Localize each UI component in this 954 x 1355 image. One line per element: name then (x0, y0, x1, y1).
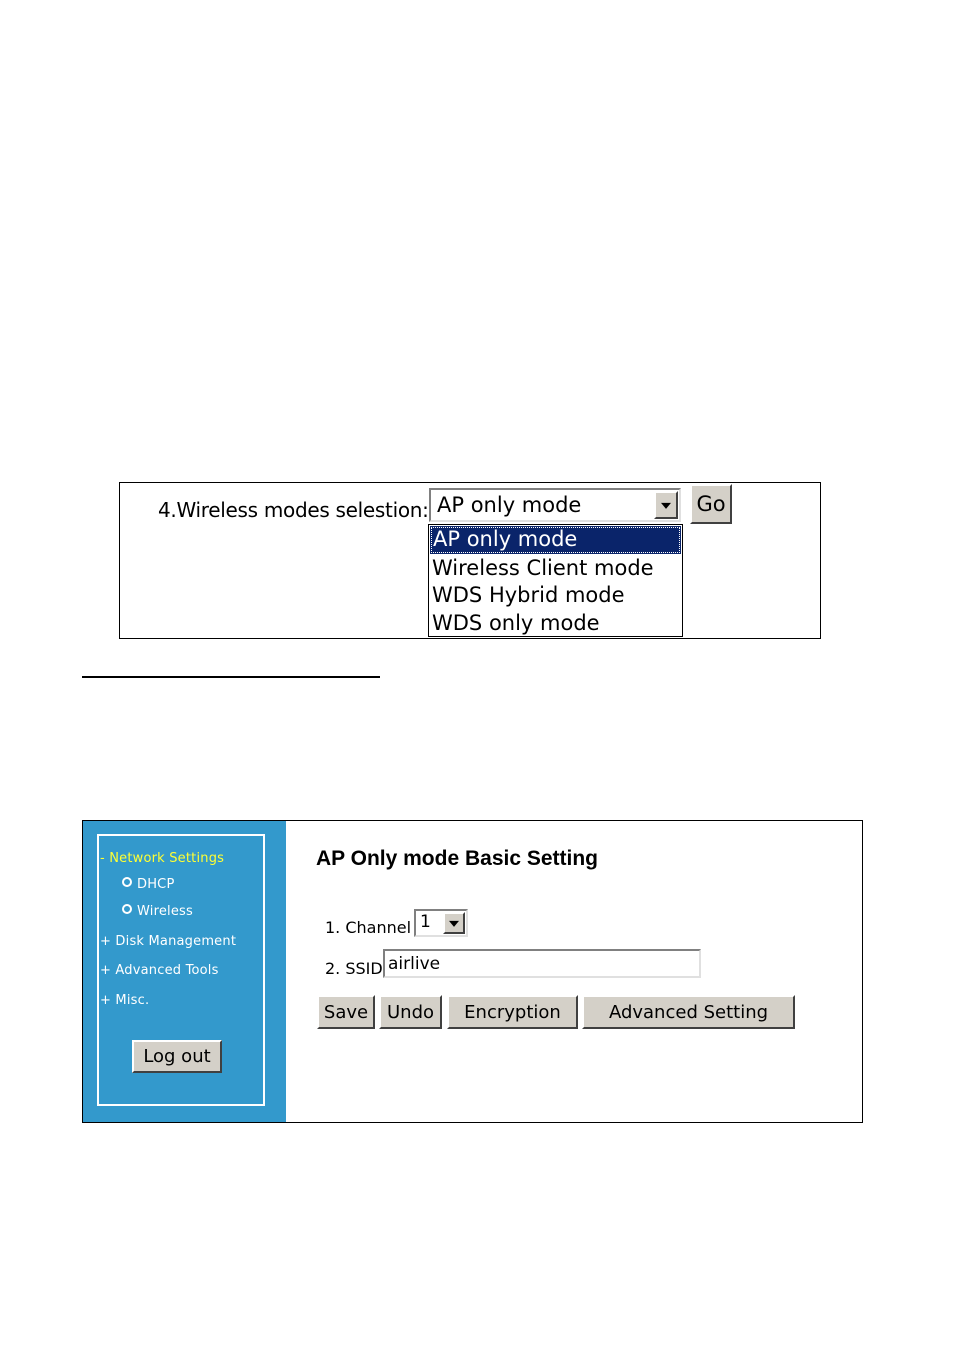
wireless-mode-figure (119, 482, 821, 639)
sidebar-item-dhcp[interactable] (122, 877, 175, 892)
sidebar-item-wireless[interactable] (122, 904, 193, 919)
advanced-setting-button[interactable]: Advanced Setting (582, 995, 795, 1029)
circle-bullet-icon (122, 877, 132, 887)
wireless-mode-selected-value: AP only mode (437, 493, 582, 517)
option-wireless-client-mode[interactable]: Wireless Client mode (432, 555, 654, 580)
channel-selected-value: 1 (420, 912, 431, 932)
channel-select[interactable] (414, 909, 468, 937)
sidebar-item-network-settings[interactable]: - Network Settings (100, 851, 225, 866)
ssid-input[interactable] (383, 949, 701, 978)
dropdown-button[interactable] (654, 491, 678, 519)
sidebar-item-advanced-tools[interactable]: + Advanced Tools (100, 963, 219, 978)
option-wds-only-mode[interactable]: WDS only mode (432, 610, 600, 635)
encryption-button[interactable]: Encryption (447, 995, 578, 1029)
wireless-mode-select[interactable] (429, 488, 681, 522)
sidebar-item-label: Wireless (137, 904, 193, 919)
sidebar-item-misc[interactable]: + Misc. (100, 993, 150, 1008)
save-button[interactable]: Save (317, 995, 375, 1029)
option-wds-hybrid-mode[interactable]: WDS Hybrid mode (432, 583, 625, 607)
ap-only-settings-page (82, 820, 863, 1123)
go-button[interactable]: Go (690, 484, 732, 524)
chevron-down-icon (661, 503, 671, 509)
divider-line (82, 676, 380, 678)
wireless-mode-label: 4.Wireless modes selestion: (158, 498, 429, 522)
sidebar (83, 821, 286, 1122)
channel-label: 1. Channel (325, 918, 412, 937)
ssid-label: 2. SSID (325, 959, 383, 978)
option-ap-only-mode[interactable]: AP only mode (430, 526, 681, 554)
page-title: AP Only mode Basic Setting (316, 847, 599, 870)
circle-bullet-icon (122, 904, 132, 914)
sidebar-item-disk-management[interactable]: + Disk Management (100, 934, 237, 949)
undo-button[interactable]: Undo (379, 995, 442, 1029)
sidebar-item-label: DHCP (137, 877, 175, 892)
wireless-mode-options (428, 524, 683, 637)
logout-button[interactable]: Log out (132, 1040, 222, 1073)
dropdown-button[interactable] (443, 912, 465, 934)
chevron-down-icon (449, 921, 459, 927)
